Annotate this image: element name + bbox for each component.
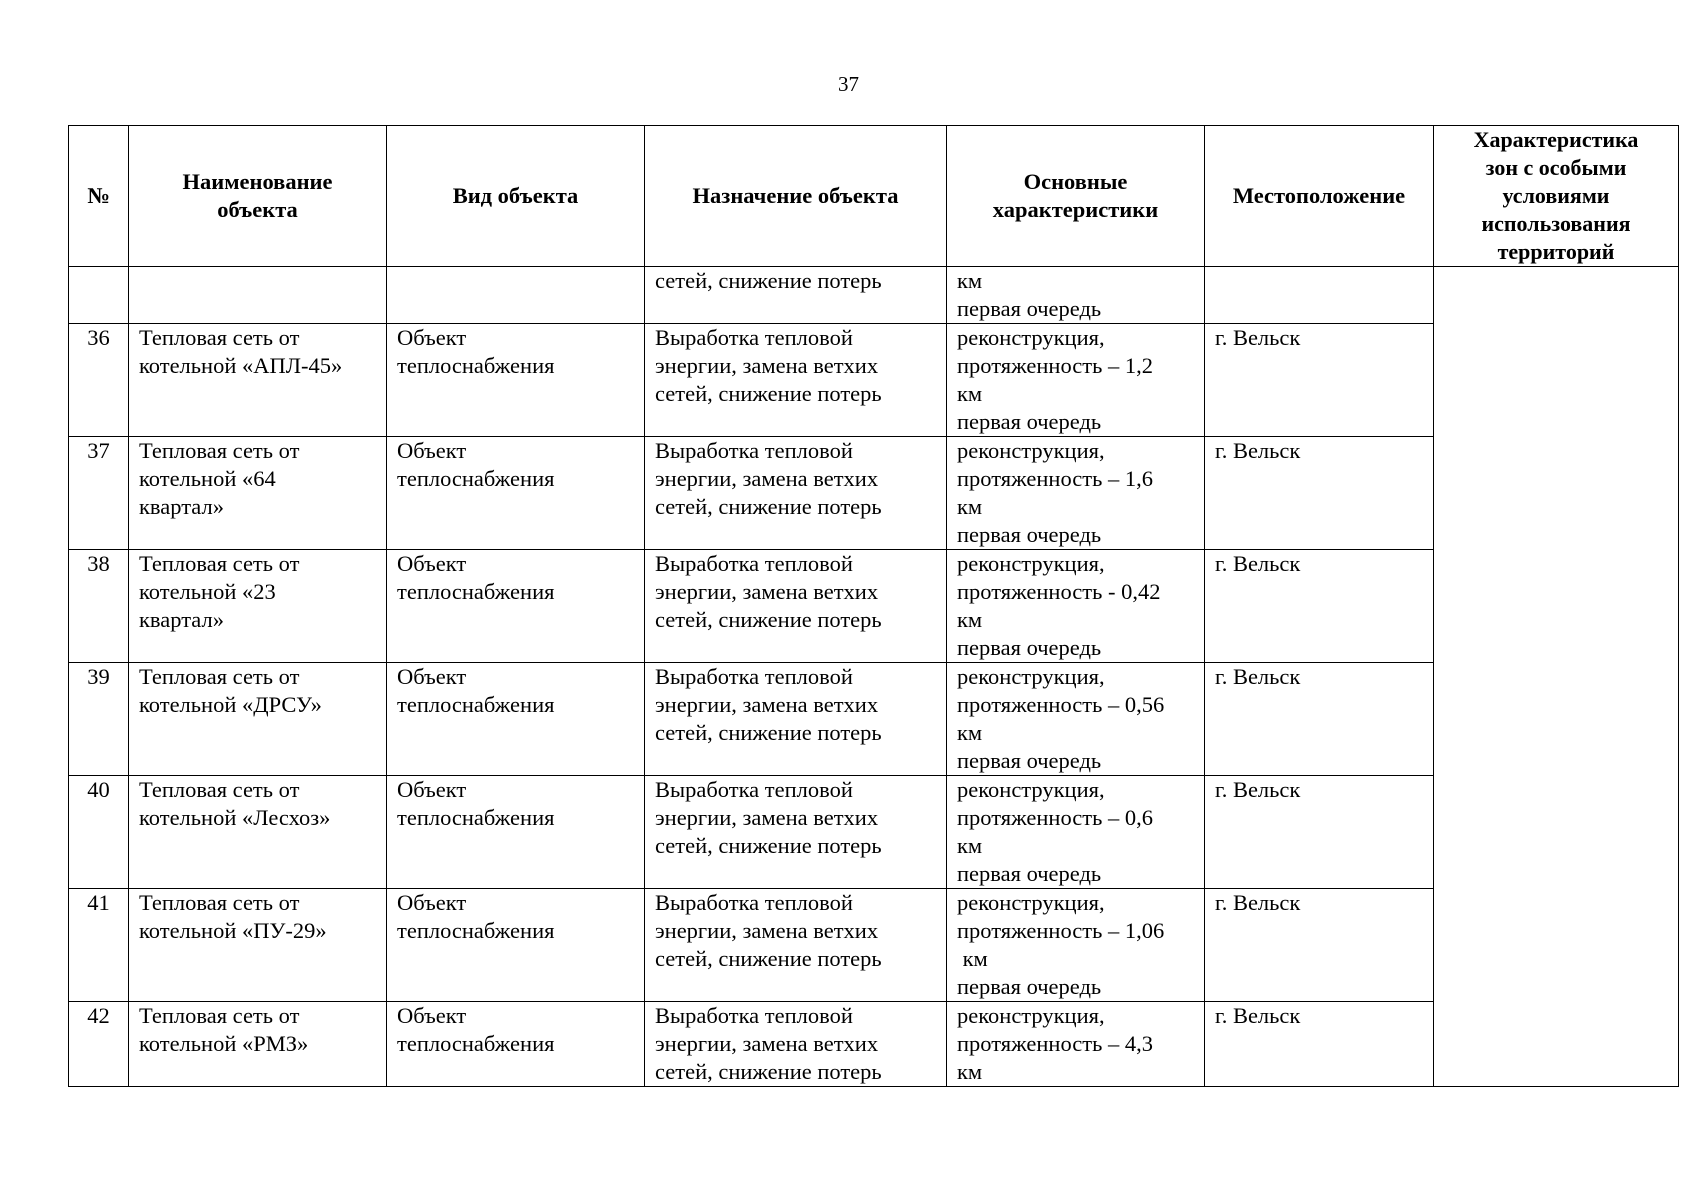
cell-kind xyxy=(387,1002,645,1087)
header-purpose: Назначение объекта xyxy=(645,126,947,267)
cell-line: котельной «ПУ-29» xyxy=(139,918,327,943)
cell-line: котельной «64 xyxy=(139,466,276,491)
cell-line: км xyxy=(957,494,983,519)
cell-num: 37 xyxy=(69,437,129,550)
header-name-line: объекта xyxy=(217,197,298,222)
header-zones-line: территорий xyxy=(1497,239,1615,264)
page-number: 37 xyxy=(838,72,859,96)
cell-location: г. Вельск xyxy=(1205,324,1434,437)
cell-line: энергии, замена ветхих xyxy=(655,353,879,378)
cell-line: энергии, замена ветхих xyxy=(655,918,879,943)
cell-line: протяженность - 0,42 xyxy=(957,579,1161,604)
cell-name xyxy=(129,889,387,1002)
header-zones-line: использования xyxy=(1481,211,1631,236)
cell-line: реконструкция, xyxy=(957,777,1105,802)
cell-characteristics xyxy=(947,889,1205,1002)
header-zones xyxy=(1434,126,1679,267)
cell-line: теплоснабжения xyxy=(397,805,555,830)
cell-name xyxy=(129,437,387,550)
cell-line: квартал» xyxy=(139,607,224,632)
cell-num: 38 xyxy=(69,550,129,663)
cell-line: Выработка тепловой xyxy=(655,890,853,915)
cell-line: Объект xyxy=(397,777,467,802)
cell-line: Объект xyxy=(397,890,467,915)
cell-num: 41 xyxy=(69,889,129,1002)
cell-location: г. Вельск xyxy=(1205,776,1434,889)
cell-line: реконструкция, xyxy=(957,325,1105,350)
cell-line: котельной «АПЛ-45» xyxy=(139,353,343,378)
cell-line: Выработка тепловой xyxy=(655,664,853,689)
cell-line: сетей, снижение потерь xyxy=(655,833,882,858)
cell-location: г. Вельск xyxy=(1205,550,1434,663)
cell-line: котельной «Лесхоз» xyxy=(139,805,331,830)
cell-line: Тепловая сеть от xyxy=(139,1003,300,1028)
cell-line: первая очередь xyxy=(957,296,1102,321)
cell-line: энергии, замена ветхих xyxy=(655,466,879,491)
header-characteristics-line: Основные xyxy=(1023,169,1128,194)
cell-name xyxy=(129,550,387,663)
cell-name xyxy=(129,663,387,776)
cell-characteristics xyxy=(947,776,1205,889)
header-zones-line: условиями xyxy=(1502,183,1610,208)
cell-purpose xyxy=(645,437,947,550)
header-location: Местоположение xyxy=(1205,126,1434,267)
cell-line: протяженность – 4,3 xyxy=(957,1031,1153,1056)
header-name-line: Наименование xyxy=(182,169,333,194)
cell-line: первая очередь xyxy=(957,635,1102,660)
cell-line: сетей, снижение потерь xyxy=(655,268,882,293)
cell-line: км xyxy=(957,833,983,858)
cell-line: Тепловая сеть от xyxy=(139,890,300,915)
cell-line: Объект xyxy=(397,438,467,463)
cell-name xyxy=(129,776,387,889)
cell-purpose xyxy=(645,776,947,889)
cell-line: км xyxy=(957,268,983,293)
cell-line: теплоснабжения xyxy=(397,466,555,491)
cell-line: Тепловая сеть от xyxy=(139,664,300,689)
cell-line: сетей, снижение потерь xyxy=(655,381,882,406)
cell-line: протяженность – 1,06 xyxy=(957,918,1165,943)
cell-purpose xyxy=(645,324,947,437)
cell-line: протяженность – 0,6 xyxy=(957,805,1153,830)
cell-num: 40 xyxy=(69,776,129,889)
cell-line: Выработка тепловой xyxy=(655,325,853,350)
cell-location: г. Вельск xyxy=(1205,437,1434,550)
cell-location: г. Вельск xyxy=(1205,663,1434,776)
cell-purpose xyxy=(645,267,947,324)
cell-line: Выработка тепловой xyxy=(655,1003,853,1028)
cell-line: сетей, снижение потерь xyxy=(655,946,882,971)
cell-line: реконструкция, xyxy=(957,1003,1105,1028)
cell-line: котельной «23 xyxy=(139,579,276,604)
cell-name xyxy=(129,324,387,437)
cell-line: первая очередь xyxy=(957,861,1102,886)
cell-line: теплоснабжения xyxy=(397,918,555,943)
cell-characteristics xyxy=(947,267,1205,324)
cell-kind xyxy=(387,889,645,1002)
cell-line: сетей, снижение потерь xyxy=(655,607,882,632)
cell-line: Тепловая сеть от xyxy=(139,551,300,576)
cell-line: км xyxy=(957,720,983,745)
cell-characteristics xyxy=(947,550,1205,663)
cell-line: энергии, замена ветхих xyxy=(655,692,879,717)
cell-characteristics xyxy=(947,437,1205,550)
cell-num: 39 xyxy=(69,663,129,776)
cell-line: реконструкция, xyxy=(957,890,1105,915)
header-name xyxy=(129,126,387,267)
table-header xyxy=(69,126,1679,267)
header-zones-line: зон с особыми xyxy=(1485,155,1627,180)
cell-purpose xyxy=(645,663,947,776)
cell-kind xyxy=(387,324,645,437)
cell-characteristics xyxy=(947,1002,1205,1087)
cell-line: реконструкция, xyxy=(957,438,1105,463)
cell-line: Тепловая сеть от xyxy=(139,777,300,802)
cell-location: г. Вельск xyxy=(1205,889,1434,1002)
header-zones-line: Характеристика xyxy=(1473,127,1639,152)
cell-line: первая очередь xyxy=(957,409,1102,434)
table-row-continuation xyxy=(69,267,1679,324)
cell-location xyxy=(1205,267,1434,324)
cell-characteristics xyxy=(947,324,1205,437)
table-body xyxy=(69,267,1679,1087)
cell-line: энергии, замена ветхих xyxy=(655,805,879,830)
cell-line: Тепловая сеть от xyxy=(139,438,300,463)
cell-line: Объект xyxy=(397,551,467,576)
cell-line: сетей, снижение потерь xyxy=(655,720,882,745)
cell-line: котельной «ДРСУ» xyxy=(139,692,322,717)
cell-line: Выработка тепловой xyxy=(655,551,853,576)
cell-line: теплоснабжения xyxy=(397,1031,555,1056)
cell-line: км xyxy=(957,946,988,971)
header-characteristics xyxy=(947,126,1205,267)
cell-line: Выработка тепловой xyxy=(655,438,853,463)
cell-num: 42 xyxy=(69,1002,129,1087)
cell-line: первая очередь xyxy=(957,522,1102,547)
cell-line: км xyxy=(957,1059,983,1084)
cell-line: энергии, замена ветхих xyxy=(655,579,879,604)
cell-line: котельной «РМЗ» xyxy=(139,1031,309,1056)
header-characteristics-line: характеристики xyxy=(992,197,1159,222)
cell-kind xyxy=(387,663,645,776)
cell-kind xyxy=(387,776,645,889)
cell-line: Объект xyxy=(397,1003,467,1028)
cell-num: 36 xyxy=(69,324,129,437)
cell-line: протяженность – 0,56 xyxy=(957,692,1165,717)
cell-characteristics xyxy=(947,663,1205,776)
cell-line: км xyxy=(957,381,983,406)
cell-purpose xyxy=(645,889,947,1002)
cell-line: Объект xyxy=(397,664,467,689)
cell-kind xyxy=(387,267,645,324)
header-kind: Вид объекта xyxy=(387,126,645,267)
cell-line: реконструкция, xyxy=(957,551,1105,576)
header-num: № xyxy=(69,126,129,267)
cell-line: Выработка тепловой xyxy=(655,777,853,802)
cell-line: протяженность – 1,6 xyxy=(957,466,1153,491)
cell-line: сетей, снижение потерь xyxy=(655,1059,882,1084)
cell-kind xyxy=(387,437,645,550)
cell-line: первая очередь xyxy=(957,974,1102,999)
cell-line: квартал» xyxy=(139,494,224,519)
cell-purpose xyxy=(645,550,947,663)
cell-num xyxy=(69,267,129,324)
cell-kind xyxy=(387,550,645,663)
cell-name xyxy=(129,267,387,324)
cell-line: теплоснабжения xyxy=(397,353,555,378)
cell-line: энергии, замена ветхих xyxy=(655,1031,879,1056)
cell-line: Тепловая сеть от xyxy=(139,325,300,350)
objects-table xyxy=(68,125,1679,1087)
cell-line: первая очередь xyxy=(957,748,1102,773)
cell-purpose xyxy=(645,1002,947,1087)
cell-line: теплоснабжения xyxy=(397,692,555,717)
cell-location: г. Вельск xyxy=(1205,1002,1434,1087)
cell-line: протяженность – 1,2 xyxy=(957,353,1153,378)
cell-line: реконструкция, xyxy=(957,664,1105,689)
cell-line: сетей, снижение потерь xyxy=(655,494,882,519)
cell-line: км xyxy=(957,607,983,632)
cell-line: теплоснабжения xyxy=(397,579,555,604)
cell-name xyxy=(129,1002,387,1087)
cell-line: Объект xyxy=(397,325,467,350)
cell-zones xyxy=(1434,267,1679,1087)
